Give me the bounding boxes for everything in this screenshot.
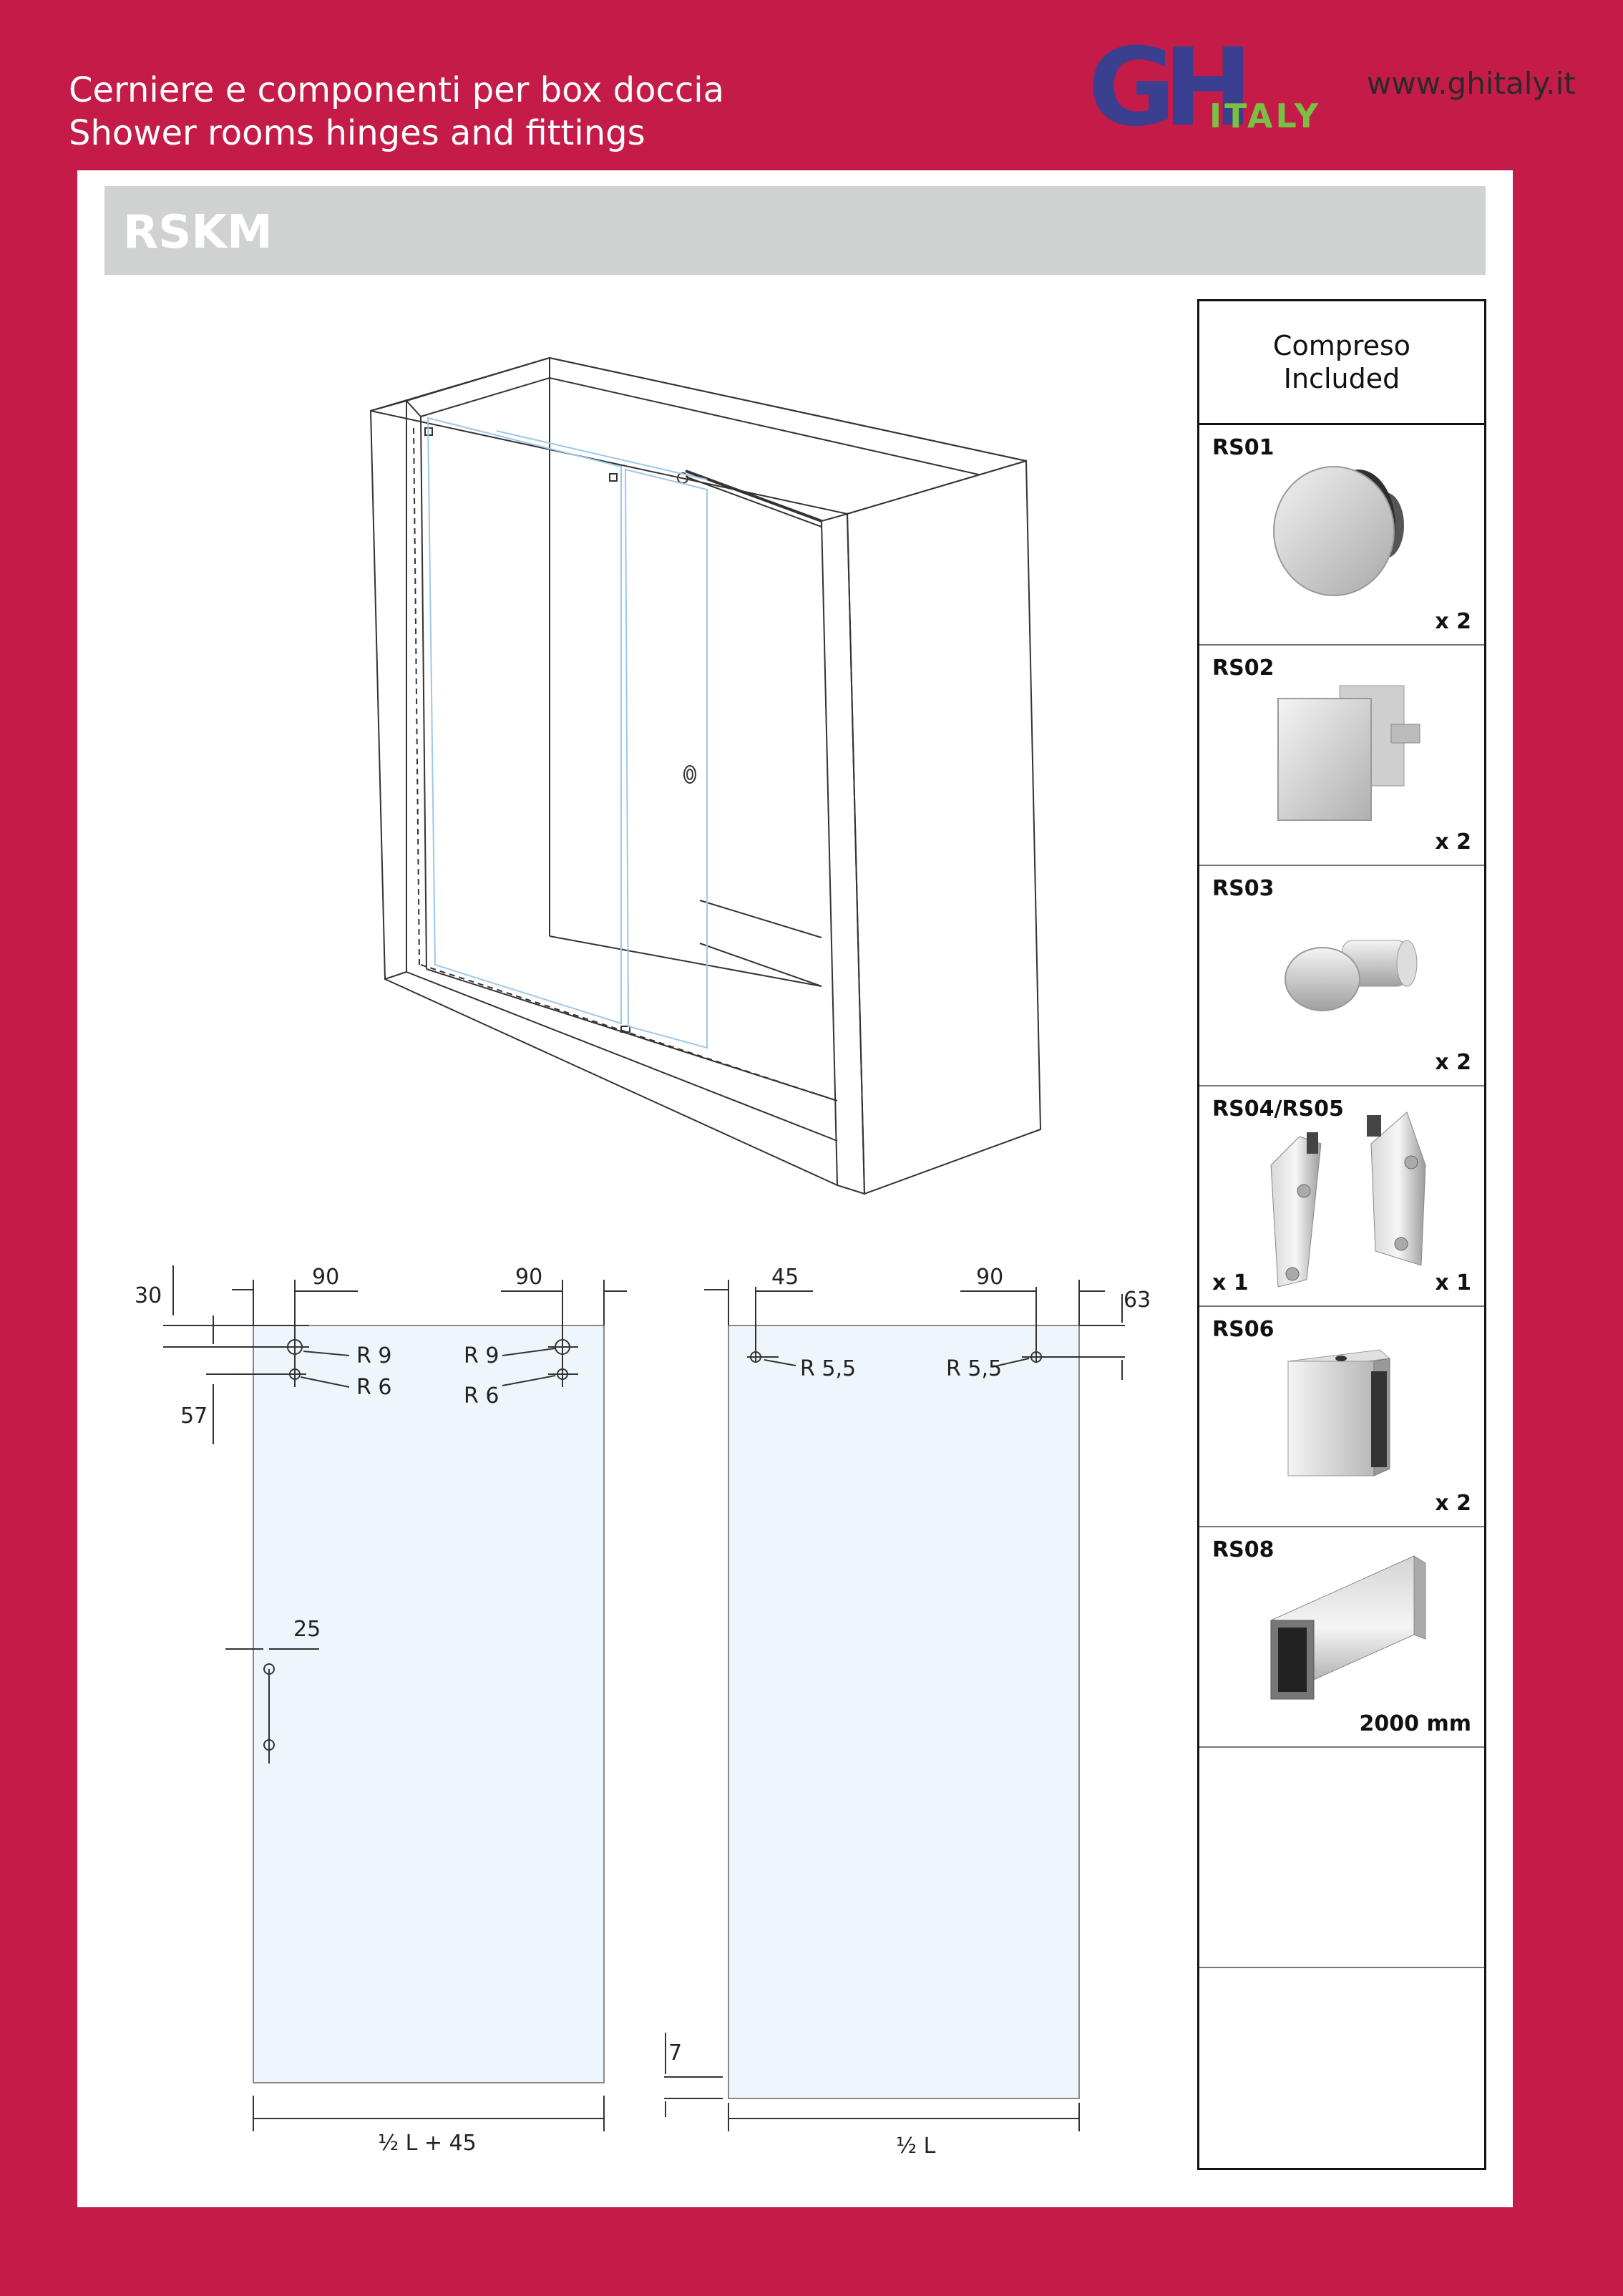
component-code: RS08 xyxy=(1212,1537,1274,1562)
page-header xyxy=(69,69,724,155)
component-qty: x 2 xyxy=(1435,1491,1471,1516)
dim-hole-right: 90 xyxy=(976,1265,1004,1290)
dim-radius-left: R 5,5 xyxy=(800,1356,857,1381)
component-qty: x 2 xyxy=(1435,830,1471,855)
dim-radius-right: R 5,5 xyxy=(946,1356,1003,1381)
dim-hole-spacing-left: 90 xyxy=(312,1265,340,1290)
component-qty: x 2 xyxy=(1435,609,1471,634)
component-code: RS02 xyxy=(1212,656,1274,681)
included-header-english: Included xyxy=(1283,363,1400,394)
header-line-english: Shower rooms hinges and fittings xyxy=(69,113,645,153)
left-glass-panel xyxy=(163,1265,627,2131)
empty-slot-2 xyxy=(1199,1968,1484,2187)
component-rs04-rs05 xyxy=(1199,1086,1484,1307)
included-header-italian: Compreso xyxy=(1272,330,1411,361)
technical-drawing xyxy=(77,170,1194,2207)
spec-sheet xyxy=(77,170,1513,2207)
component-rs01 xyxy=(1199,425,1484,646)
empty-slot-1 xyxy=(1199,1748,1484,1968)
component-qty: x 2 xyxy=(1435,1050,1471,1075)
component-code: RS03 xyxy=(1212,876,1274,901)
component-code: RS01 xyxy=(1212,435,1274,460)
dim-hole-left: 45 xyxy=(771,1265,799,1290)
dim-radius-large-right: R 9 xyxy=(464,1343,499,1368)
component-code: RS06 xyxy=(1212,1317,1274,1342)
shower-enclosure-illustration xyxy=(371,358,1040,1194)
product-title: RSKM xyxy=(123,206,273,259)
dim-bottom-offset: 7 xyxy=(668,2040,683,2066)
included-header xyxy=(1199,301,1484,425)
glass-panels-illustration xyxy=(428,418,707,1048)
component-rs02 xyxy=(1199,646,1484,866)
dim-radius-small-right: R 6 xyxy=(464,1383,499,1409)
right-glass-panel xyxy=(664,1280,1125,2131)
dim-radius-small-left: R 6 xyxy=(356,1375,392,1400)
dim-second-hole-offset: 57 xyxy=(180,1404,208,1429)
dim-hole-spacing-right: 90 xyxy=(515,1265,543,1290)
component-qty-right: x 1 xyxy=(1435,1270,1471,1295)
dim-top-offset-right: 63 xyxy=(1124,1288,1151,1313)
gh-italy-logo xyxy=(1088,37,1352,137)
component-rs08 xyxy=(1199,1527,1484,1748)
component-length: 2000 mm xyxy=(1359,1711,1471,1736)
component-rs06 xyxy=(1199,1307,1484,1527)
logo-sub-text: ITALY xyxy=(1209,97,1321,135)
logo-main-text: GH xyxy=(1088,37,1240,137)
component-rs03 xyxy=(1199,866,1484,1086)
component-code: RS04/RS05 xyxy=(1212,1096,1344,1122)
website-link[interactable]: www.ghitaly.it xyxy=(1367,66,1576,101)
dim-right-panel-width: ½ L xyxy=(896,2134,936,2159)
included-components-panel xyxy=(1197,299,1486,2170)
dim-left-panel-width: ½ L + 45 xyxy=(378,2131,477,2156)
component-qty-left: x 1 xyxy=(1212,1270,1249,1295)
header-line-italian: Cerniere e componenti per box doccia xyxy=(69,70,725,110)
dim-radius-large-left: R 9 xyxy=(356,1343,392,1368)
dim-handle-offset: 25 xyxy=(293,1617,321,1642)
dim-top-offset: 30 xyxy=(135,1283,162,1308)
